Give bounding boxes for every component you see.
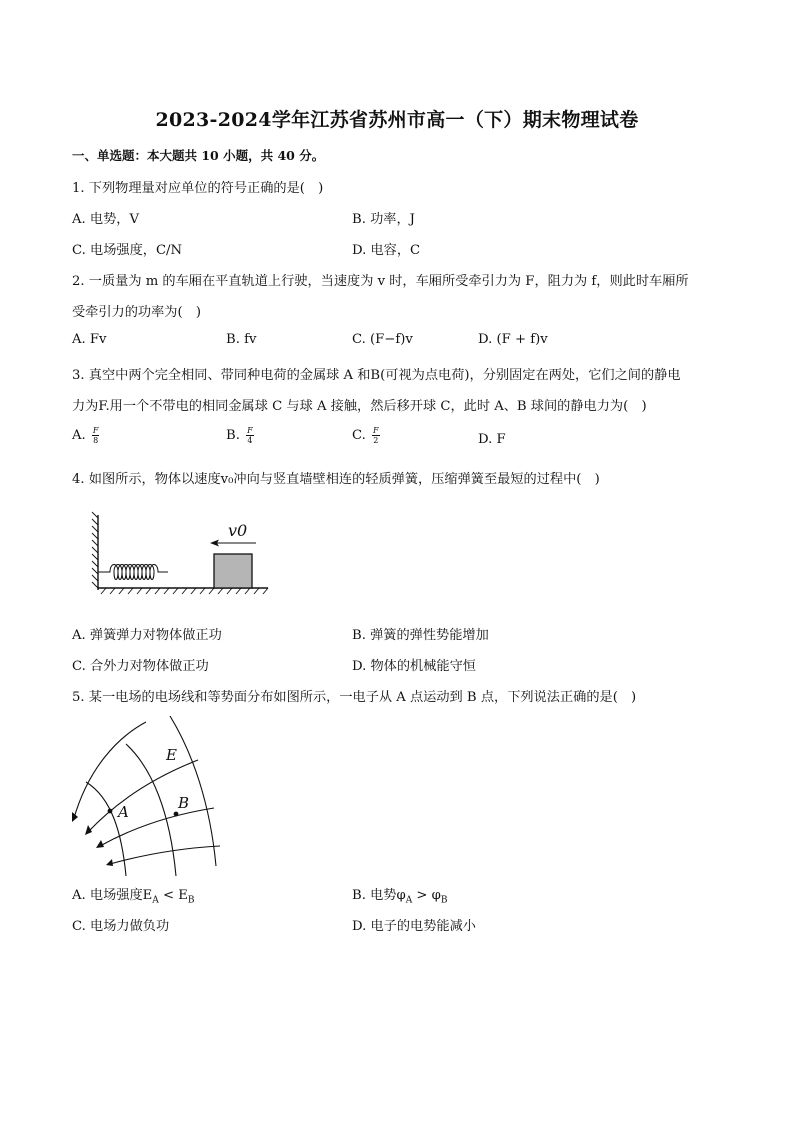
- point-b: [174, 812, 179, 817]
- q2-option-c: C. (F−f)v: [352, 332, 413, 347]
- block: [214, 554, 252, 588]
- floor-hatching: [101, 588, 268, 594]
- q2-stem-line2: 受牵引力的功率为( ): [72, 305, 201, 320]
- q5-option-a-text: A. 电场强度E: [72, 888, 153, 903]
- fraction-denominator: 4: [247, 436, 253, 445]
- comparison: > φ: [412, 888, 441, 903]
- q3-option-c: [352, 426, 380, 445]
- fraction-denominator: 8: [93, 436, 99, 445]
- comparison: < E: [158, 888, 188, 903]
- field-line: [110, 846, 220, 864]
- q4-stem: 4. 如图所示，物体以速度v₀冲向与竖直墙壁相连的轻质弹簧，压缩弹簧至最短的过程中( ): [72, 472, 600, 487]
- subscript: A: [405, 895, 413, 906]
- point-a: [108, 809, 113, 814]
- subscript: B: [187, 895, 195, 906]
- q4-option-c: C. 合外力对物体做正功: [72, 659, 209, 674]
- velocity-label: v0: [228, 521, 248, 540]
- field-e-label: E: [166, 746, 177, 764]
- q3-option-d: D. F: [478, 432, 506, 447]
- q5-option-c: C. 电场力做负功: [72, 919, 170, 934]
- q2-option-a: A. Fv: [72, 332, 107, 347]
- q5-option-b-text: B. 电势φ: [352, 888, 406, 903]
- point-b-label: B: [178, 794, 190, 812]
- q3-option-a-label: A.: [72, 428, 86, 443]
- q3-option-a-fraction: [92, 426, 100, 445]
- q3-stem-line2: 力为F.用一个不带电的相同金属球 C 与球 A 接触，然后移开球 C，此时 A、B 球间的静电力为( ): [72, 399, 647, 414]
- q5-option-b: [352, 884, 447, 906]
- q4-option-d: D. 物体的机械能守恒: [352, 659, 476, 674]
- fraction-numerator: F: [373, 426, 379, 435]
- q4-option-b: B. 弹簧的弹性势能增加: [352, 628, 489, 643]
- q3-option-b-fraction: [246, 426, 254, 445]
- q1-option-c: C. 电场强度，C/N: [72, 243, 183, 258]
- point-a-label: A: [118, 803, 129, 821]
- spring-coil: [98, 565, 168, 580]
- equipotential-line: [170, 716, 216, 866]
- q5-option-d: D. 电子的电势能减小: [352, 919, 476, 934]
- field-arrowhead: [85, 825, 92, 835]
- fraction-numerator: F: [247, 426, 253, 435]
- electric-field-figure: [66, 716, 236, 876]
- q5-stem: 5. 某一电场的电场线和等势面分布如图所示，一电子从 A 点运动到 B 点，下列说法正确的是( ): [72, 690, 637, 705]
- q3-option-b: [226, 426, 254, 445]
- q2-option-b: B. fv: [226, 332, 257, 347]
- q3-option-b-label: B.: [226, 428, 240, 443]
- q2-stem-line1: 2. 一质量为 m 的车厢在平直轨道上行驶，当速度为 v 时，车厢所受牵引力为 F，阻力为 f，则此时车厢所: [72, 274, 689, 289]
- section-heading: 一、单选题：本大题共 10 小题，共 40 分。: [72, 148, 325, 163]
- q3-option-c-fraction: [372, 426, 380, 445]
- q3-option-c-label: C.: [352, 428, 366, 443]
- field-arrowhead: [106, 859, 113, 866]
- fraction-numerator: F: [92, 426, 99, 435]
- q1-option-a: A. 电势，V: [72, 212, 139, 227]
- q3-stem-line1: 3. 真空中两个完全相同、带同种电荷的金属球 A 和B(可视为点电荷)，分别固定在两处，它们之间的静电: [72, 368, 681, 383]
- fraction-denominator: 2: [373, 436, 379, 445]
- q3-option-a: [72, 426, 99, 445]
- wall-hatching: [92, 512, 98, 588]
- equipotential-line: [86, 782, 126, 876]
- q1-option-b: B. 功率，J: [352, 212, 415, 227]
- subscript: B: [440, 895, 448, 906]
- field-line: [74, 722, 146, 818]
- q4-option-a: A. 弹簧弹力对物体做正功: [72, 628, 222, 643]
- q5-option-a: [72, 884, 194, 906]
- q1-option-d: D. 电容，C: [352, 243, 421, 258]
- page-title: 2023-2024学年江苏省苏州市高一（下）期末物理试卷: [155, 109, 639, 131]
- q2-option-d: D. (F + f)v: [478, 332, 548, 347]
- q1-stem: 1. 下列物理量对应单位的符号正确的是( ): [72, 181, 324, 196]
- subscript: A: [152, 895, 159, 906]
- spring-block-figure: [88, 510, 273, 595]
